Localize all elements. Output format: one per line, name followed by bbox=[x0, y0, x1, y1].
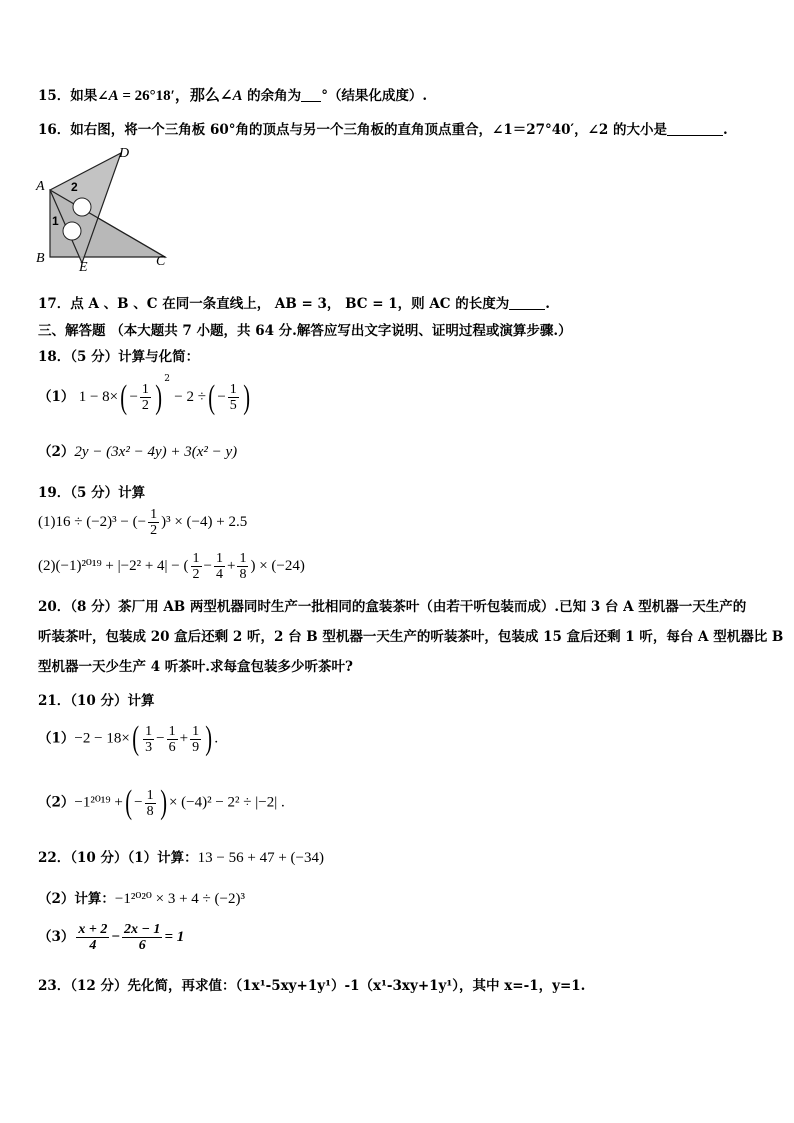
question-20-line-2: 听装茶叶，包装成 20 盒后还剩 2 听，2 台 B 型机器一天生产的听装茶叶，包装成 15 盒后还剩 1 听，每台 A 型机器比 B bbox=[38, 629, 784, 645]
question-20-line-3: 型机器一天少生产 4 听茶叶.求每盒包装多少听茶叶? bbox=[38, 659, 353, 675]
question-21-part-2: （2）−1²⁰¹⁹ +( − $\frac{1}{8}$ ) × (−4)² − 2² ÷ |−2| . bbox=[38, 784, 285, 821]
question-22-part-3: （3） $\frac{x + 2}{4}$ − $\frac{2x - 1}{6}$ = 1 bbox=[38, 922, 185, 953]
question-15: 15．如果∠A = 26°18′，那么∠A 的余角为 °（结果化成度）. bbox=[38, 88, 428, 104]
hole-lower bbox=[63, 222, 81, 240]
question-19-part-2: (2)(−1)²⁰¹⁹ + |−2² + 4| − ( $\frac{1}{2}$ − $\frac{1}{4}$ + $\frac{1}{8}$ ) × (−24) bbox=[38, 551, 305, 582]
question-18-title: 18．（5 分）计算与化简： bbox=[38, 349, 200, 365]
question-18-part-1: （1） 1 − 8×( − $\frac{1}{2}$ ) $^2$ − 2 ÷( − $\frac{1}{5}$ ) bbox=[38, 374, 250, 416]
angle-2-label: 2 bbox=[71, 180, 78, 194]
question-23: 23．（12 分）先化简，再求值：（1x¹-5xy+1y¹）-1（x¹-3xy+1y¹），其中 x=-1，y=1. bbox=[38, 978, 586, 994]
label-b: B bbox=[36, 251, 45, 266]
question-21-title: 21．（10 分）计算 bbox=[38, 693, 155, 709]
section-heading: 三、解答题 （本大题共 7 小题，共 64 分.解答应写出文字说明、证明过程或演算步骤.） bbox=[38, 323, 572, 339]
question-19-title: 19．（5 分）计算 bbox=[38, 485, 146, 501]
angle-1-label: 1 bbox=[52, 214, 59, 228]
question-16: 16．如右图，将一个三角板 60°角的顶点与另一个三角板的直角顶点重合，∠1＝27°40′，∠2 的大小是 . bbox=[38, 122, 728, 138]
triangle-figure bbox=[30, 145, 180, 275]
question-18-part-2: （2）2y − (3x² − 4y) + 3(x² − y) bbox=[38, 444, 238, 460]
question-22-part-1: 22．（10 分）（1）计算：13 − 56 + 47 + (−34) bbox=[38, 850, 324, 866]
question-17: 17．点 A 、B 、C 在同一条直线上， AB = 3， BC = 1，则 AC 的长度为 . bbox=[38, 296, 550, 312]
label-d: D bbox=[119, 146, 130, 161]
hole-upper bbox=[73, 198, 91, 216]
question-21-part-1: （1）−2 − 18×( $\frac{1}{3}$ − $\frac{1}{6}$ + $\frac{1}{9}$ ) . bbox=[38, 720, 219, 757]
answer-blank[interactable] bbox=[509, 295, 545, 310]
answer-blank[interactable] bbox=[667, 121, 723, 136]
label-a: A bbox=[36, 179, 45, 194]
question-20-line-1: 20．（8 分）茶厂用 AB 两型机器同时生产一批相同的盒装茶叶（由若干听包装而成）.已知 3 台 A 型机器一天生产的 bbox=[38, 599, 747, 615]
question-19-part-1: (1)16 ÷ (−2)³ − (− $\frac{1}{2}$ )³ × (−4) + 2.5 bbox=[38, 507, 248, 538]
answer-blank[interactable] bbox=[301, 87, 321, 102]
label-c: C bbox=[156, 254, 166, 269]
label-e: E bbox=[79, 260, 88, 275]
question-22-part-2: （2）计算：−1²⁰²⁰ × 3 + 4 ÷ (−2)³ bbox=[38, 891, 245, 907]
